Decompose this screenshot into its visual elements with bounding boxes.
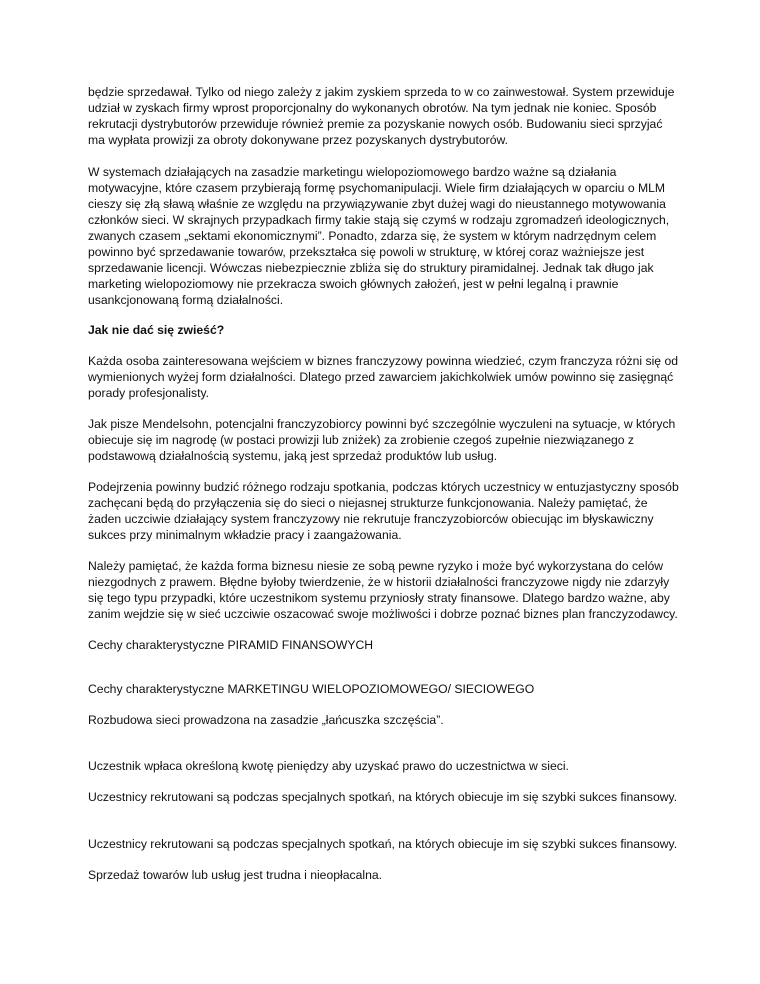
paragraph-mendelsohn: Jak pisze Mendelsohn, potencjalni franczyzobiorcy powinni być szczególnie wyczuleni na sytuacje, w których obiecuje się im nagrodę (w postaci prowizji lub zniżek) za zrobienie czegoś zupełnie niezwiązanego z podstawową działalnością systemu, jaką jest sprzedaż produktów lub usług. [88,417,676,463]
document-body [88,84,680,883]
section-heading: Jak nie dać się zwieść? [88,323,225,337]
paragraph-motivation: W systemach działających na zasadzie marketingu wielopoziomowego bardzo ważne są działania motywacyjne, które czasem przybierają formę psychomanipulacji. Wiele firm działających w oparciu o MLM cieszy się złą sławą właśnie ze względu na przywiązywanie zbyt dużej wagi do nieustannego motywowania członków sieci. W skrajnych przypadkach firmy takie stają się czymś w rodzaju zgromadzeń ideologicznych, zwanych czasem „sektami ekonomicznymi”. Ponadto, zdarza się, że system w którym nadrzędnym celem powinno być sprzedawanie towarów, przekształca się powoli w strukturę, w której coraz ważniejsze jest sprzedawanie licencji. Wówczas niebezpiecznie zbliża się do struktury piramidalnej. Jednak tak długo jak marketing wielopoziomowy nie przekracza swoich głównych założeń, jest w pełni legalną i prawnie usankcjonowaną formą działalności. [88,165,670,307]
caption-financial-pyramids: Cechy charakterystyczne PIRAMID FINANSOWYCH [88,638,374,652]
caption-multilevel-marketing: Cechy charakterystyczne MARKETINGU WIELOPOZIOMOWEGO/ SIECIOWEGO [88,682,535,696]
feature-recruitment-meetings: Uczestnicy rekrutowani są podczas specjalnych spotkań, na których obiecuje im się szybki sukces finansowy. [88,790,678,804]
feature-recruitment-meetings-repeat: Uczestnicy rekrutowani są podczas specjalnych spotkań, na których obiecuje im się szybki sukces finansowy. [88,837,678,851]
feature-chain-of-luck: Rozbudowa sieci prowadzona na zasadzie „łańcuszka szczęścia”. [88,713,444,727]
feature-entry-fee: Uczestnik wpłaca określoną kwotę pieniędzy aby uzyskać prawo do uczestnictwa w sieci. [88,759,569,773]
feature-unprofitable-sales: Sprzedaż towarów lub usług jest trudna i nieopłacalna. [88,868,383,882]
paragraph-risk: Należy pamiętać, że każda forma biznesu niesie ze sobą pewne ryzyko i może być wykorzystana do celów niezgodnych z prawem. Błędne byłoby twierdzenie, że w historii działalności franczyzowe nigdy nie zdarzyły się tego typu przypadki, które uczestnikom systemu przyniosły straty finansowe. Dlatego bardzo ważne, aby zanim wejdzie się w sieć uczciwie oszacować swoje możliwości i dobrze poznać biznes plan franczyzodawcy. [88,559,678,621]
paragraph-suspicions: Podejrzenia powinny budzić różnego rodzaju spotkania, podczas których uczestnicy w entuzjastyczny sposób zachęcani będą do przyłączenia się do sieci o niejasnej strukturze funkcjonowania. Należy pamiętać, że żaden uczciwie działający system franczyzowy nie rekrutuje franczyzobiorców obiecując im błyskawiczny sukces przy minimalnym wkładzie pracy i zaangażowania. [88,480,679,542]
paragraph-mlm-profits: będzie sprzedawał. Tylko od niego zależy z jakim zyskiem sprzeda to w co zainwestował. System przewiduje udział w zyskach firmy wprost proporcjonalny do wykonanych obrotów. Na tym jednak nie koniec. Sposób rekrutacji dystrybutorów przewiduje również premie za pozyskanie nowych osób. Budowaniu sieci sprzyjać ma wypłata prowizji za obroty dokonywane przez pozyskanych dystrybutorów. [88,85,675,147]
paragraph-franchise-difference: Każda osoba zainteresowana wejściem w biznes franczyzowy powinna wiedzieć, czym franczyza różni się od wymienionych wyżej form działalności. Dlatego przed zawarciem jakichkolwiek umów powinno się zasięgnąć porady profesjonalisty. [88,354,679,400]
